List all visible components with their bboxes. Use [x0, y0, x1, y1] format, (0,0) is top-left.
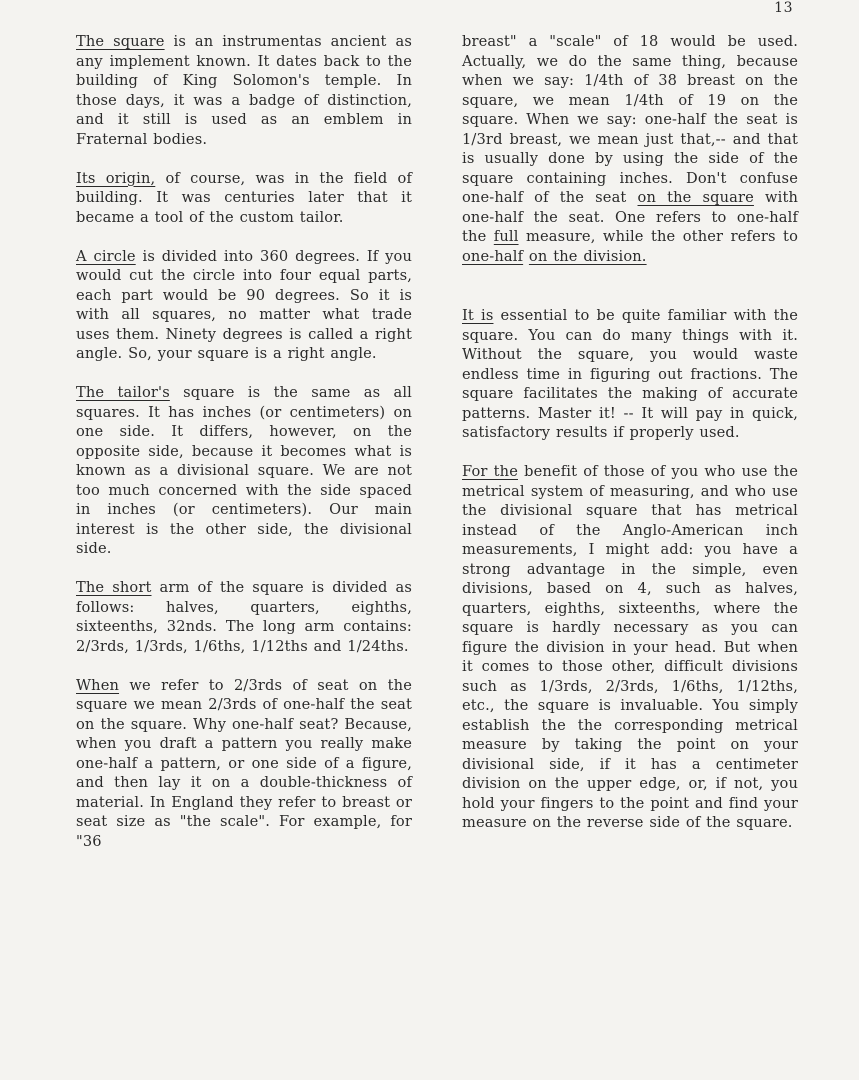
paragraph-for-the [462, 462, 798, 833]
paragraph-a-circle [76, 247, 412, 364]
paragraph-breast-continued [462, 32, 798, 266]
paragraph-lead: It is [462, 307, 494, 324]
underlined-phrase: full [493, 228, 519, 245]
paragraph-text: essential to be quite familiar with the square. You can do many things with it. Without the square, you would waste endless time in figuring out fractions. The square facilitates the making of accurate patterns. Master it! -- It will pay in quick, satisfactory results if properly used. [462, 307, 798, 441]
paragraph-text: of course, was in the field of building. It was centuries later that it became a tool of the custom tailor. [76, 169, 412, 226]
paragraph-text: square is the same as all squares. It has inches (or centimeters) on one side. It differs, however, on the opposite side, because it becomes what is known as a divisional square. We are not too much concerned with the side spaced in inches (or centimeters). Our main interest is the other side, the divisional side. [76, 384, 412, 557]
paragraph-lead: Its origin, [76, 169, 156, 187]
paragraph-it-is [462, 306, 798, 443]
paragraph-lead: The tailor's [76, 384, 170, 401]
underlined-phrase: on the square [637, 189, 754, 206]
paragraph-text: breast" a "scale" of 18 would be used. Actually, we do the same thing, because when we say: 1/4th of 38 breast on the square, we mean 1/4th of 19 on the square. When we say: one-half the seat is 1/3rd breast, we mean just that,-- and that is usually done by using the side of the square containing inches. Don't confuse one-half of the seat [462, 33, 798, 206]
paragraph-the-tailors [76, 383, 412, 559]
paragraph-lead: The square [76, 33, 165, 50]
right-column [462, 32, 798, 852]
paragraph-text: is an instrumentas ancient as any implement known. It dates back to the building of King Solomon's temple. In those days, it was a badge of distinction, and it still is used as an emblem in Fraternal bodies. [76, 33, 412, 148]
page-number: 13 [774, 0, 793, 16]
paragraph-the-square [76, 32, 412, 149]
paragraph-text: arm of the square is divided as follows: halves, quarters, eighths, sixteenths, 32nds. The long arm contains: 2/3rds, 1/3rds, 1/6ths, 1/12ths and 1/24ths. [76, 579, 412, 655]
paragraph-its-origin [76, 169, 412, 228]
underlined-phrase: on the division. [528, 247, 647, 265]
left-column [76, 32, 412, 871]
paragraph-text: benefit of those of you who use the metrical system of measuring, and who use the divisional square that has metrical instead of the Anglo-American inch measurements, I might add: you have a strong advantage in the simple, even divisions, based on 4, such as halves, quarters, eighths, sixteenths, where the square is hardly necessary as you can figure the division in your head. But when it comes to those other, difficult divisions such as 1/3rds, 2/3rds, 1/6ths, 1/12ths, etc., the square is invaluable. You simply establish the the corresponding metrical measure by taking the point on your divisional side, if it has a centimeter division on the upper edge, or, if not, you hold your fingers to the point and find your measure on the reverse side of the square. [462, 463, 798, 831]
paragraph-text: measure, while the other refers to [518, 228, 799, 245]
paragraph-lead: The short [76, 579, 152, 596]
paragraph-text: is divided into 360 degrees. If you would cut the circle into four equal parts, each part would be 90 degrees. So it is with all squares, no matter what trade uses them. Ninety degrees is called a right angle. So, your square is a right angle. [76, 247, 412, 362]
underlined-phrase: one-half [462, 247, 524, 265]
paragraph-lead: A circle [76, 247, 136, 265]
paragraph-when [76, 676, 412, 852]
paragraph-lead: For the [462, 463, 518, 480]
paragraph-lead: When [76, 676, 120, 694]
paragraph-text: we refer to 2/3rds of seat on the square we mean 2/3rds of one-half the seat on the square. Why one-half seat? Because, when you draft a pattern you really make one-half a pattern, or one side of a figure, and then lay it on a double-thickness of material. In England they refer to breast or seat size as "the scale". For example, for "36 [76, 676, 412, 850]
paragraph-text: with one-half the seat. One refers to one-half the [462, 189, 799, 245]
paragraph-the-short [76, 578, 412, 656]
